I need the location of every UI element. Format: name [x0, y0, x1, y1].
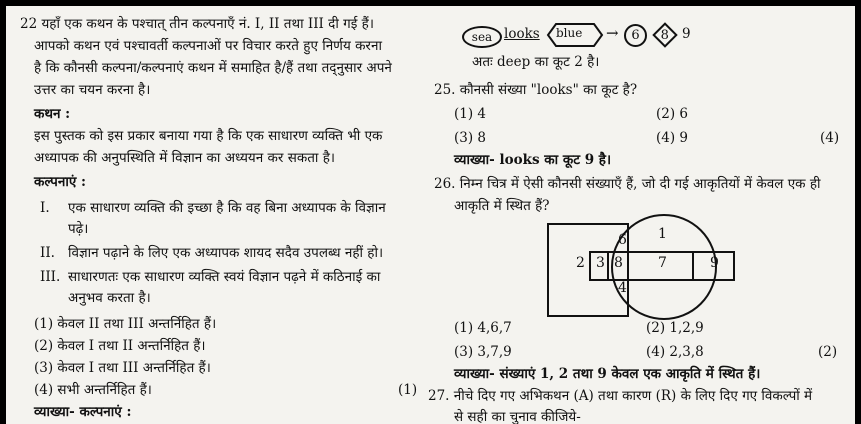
assumption-1-line-1: एक साधारण व्यक्ति की इच्छा है कि वह बिना अध्यापक के विज्ञान	[68, 200, 386, 216]
q22-option-4: (4) सभी अन्तर्निहित हैं।	[34, 382, 152, 398]
q27-line-2: से सही का चुनाव कीजिये-	[454, 409, 581, 424]
book-page	[6, 6, 855, 424]
diagram-number-7: 7	[658, 255, 667, 271]
q26-option-3: (3) 3,7,9	[454, 344, 512, 360]
q22-line-1: 22 यहाँ एक कथन के पश्चात् तीन कल्पनाएँ नं. I, II तथा III दी गई हैं।	[20, 16, 374, 32]
diagram-number-8: 8	[614, 255, 623, 271]
q22-explanation: व्याख्या- कल्पनाएं :	[34, 404, 132, 420]
assumption-3-line-1: साधारणतः एक साधारण व्यक्ति स्वयं विज्ञान पढ़ने में कठिनाई का	[68, 269, 381, 285]
q22-option-3: (3) केवल I तथा III अन्तर्निहित हैं।	[34, 360, 211, 376]
q26-answer: (2)	[818, 344, 838, 360]
diagram-number-1: 1	[658, 226, 667, 242]
deep-code-line: अतः deep का कूट 2 है।	[472, 54, 600, 70]
q25-option-2: (2) 6	[656, 106, 689, 122]
diagram-number-6: 6	[618, 232, 627, 248]
circle-6	[624, 24, 647, 47]
diagram-number-2: 2	[576, 255, 585, 271]
q25-option-4: (4) 9	[656, 130, 689, 146]
assumption-3-line-2: अनुभव करता है।	[68, 290, 151, 306]
diamond-8-text: 8	[660, 27, 670, 43]
assumption-1-line-2: पढ़े।	[68, 221, 89, 237]
q26-line-1: 26. निम्न चित्र में ऐसी कौनसी संख्याएँ हैं, जो दी गई आकृतियों में केवल एक ही	[434, 176, 821, 192]
statement-line-1: इस पुस्तक को इस प्रकार बनाया गया है कि एक साधारण व्यक्ति भी एक	[34, 128, 383, 144]
assumption-3-num: III.	[40, 269, 61, 285]
diagram-number-4: 4	[618, 280, 627, 296]
q26-option-1: (1) 4,6,7	[454, 320, 512, 336]
q25-answer: (4)	[820, 130, 840, 146]
number-9: 9	[682, 26, 691, 42]
q25-option-1: (1) 4	[454, 106, 487, 122]
q26-line-2: आकृति में स्थित हैं?	[454, 198, 550, 214]
sea-text: sea	[471, 30, 493, 44]
diagram-number-3: 3	[596, 255, 605, 271]
assumptions-heading: कल्पनाएं :	[34, 174, 86, 190]
q26-option-4: (4) 2,3,8	[646, 344, 704, 360]
blue-text: blue	[556, 26, 583, 40]
q27-line-1: 27. नीचे दिए गए अभिकथन (A) तथा कारण (R) के लिए दिए गए विकल्पों में	[428, 388, 813, 404]
arrow-icon: →	[606, 24, 619, 42]
assumption-2-line-1: विज्ञान पढ़ाने के लिए एक अध्यापक शायद सदैव उपलब्ध नहीं हो।	[68, 245, 384, 261]
q25-question: 25. कौनसी संख्या "looks" का कूट है?	[434, 82, 638, 98]
circle-6-text: 6	[631, 28, 640, 43]
diagram-number-9: 9	[710, 255, 719, 271]
q22-line-3: है कि कौनसी कल्पना/कल्पनाएं कथन में समाहित है/हैं तथा तद्नुसार अपने	[34, 60, 392, 76]
q26-explanation: व्याख्या- संख्याएं 1, 2 तथा 9 केवल एक आकृति में स्थित हैं।	[454, 366, 761, 382]
venn-diagram	[546, 212, 736, 324]
diamond-8	[652, 22, 677, 47]
q25-explanation: व्याख्या- looks का कूट 9 है।	[454, 152, 612, 168]
q22-line-4: उत्तर का चयन करना है।	[34, 82, 151, 98]
q22-answer: (1)	[398, 382, 418, 398]
looks-word: looks	[504, 26, 540, 42]
q22-option-1: (1) केवल II तथा III अन्तर्निहित हैं।	[34, 316, 217, 332]
q22-line-2: आपको कथन एवं पश्चावर्ती कल्पनाओं पर विचार करते हुए निर्णय करना	[34, 38, 382, 54]
q25-option-3: (3) 8	[454, 130, 487, 146]
sea-oval	[462, 26, 502, 48]
assumption-1-num: I.	[40, 200, 50, 216]
assumption-2-num: II.	[40, 245, 55, 261]
statement-heading: कथन :	[34, 106, 71, 122]
statement-line-2: अध्यापक की अनुपस्थिति में विज्ञान का अध्ययन कर सकता है।	[34, 150, 335, 166]
q22-option-2: (2) केवल I तथा II अन्तर्निहित हैं।	[34, 338, 206, 354]
q26-option-2: (2) 1,2,9	[646, 320, 704, 336]
